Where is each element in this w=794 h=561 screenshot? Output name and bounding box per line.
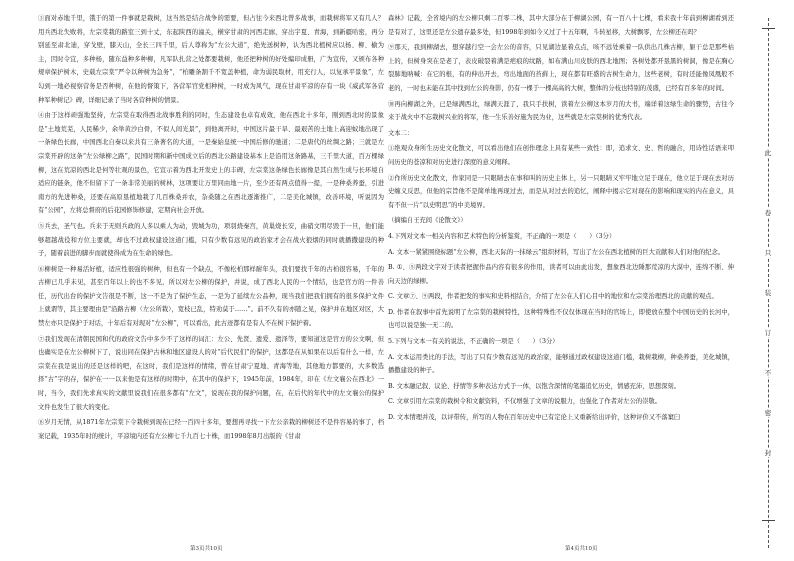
right-paragraph: （摘编自王充间《论散文》） [388,217,467,225]
page-number-left: 第3页共10页 [190,546,223,552]
binding-label: 装 [764,289,772,297]
binding-label: 卷 [764,209,772,217]
binding-label: 密 [764,409,772,417]
page-number-right: 第4页共10页 [565,546,598,552]
right-paragraph: C. 文章引用左宗棠的栽树令和文献资料，不仅增强了文章的说服力，也强化了作者对左公的崇敬。 [388,398,662,406]
right-text-column [388,12,734,532]
right-paragraph: B. 文本融记叙、议论、抒情等多种表达方式于一体，以饱含深情的笔墨追忆历史，情感充沛，思想深刻。 [388,382,680,390]
right-paragraph: D. 文本情理并茂，以评带传，所写的人物在百年历史中已有定论上又重新给出评价，这种评价又不落窠臼 [388,414,681,422]
left-paragraph: ⑧岁月无情，从1871年左宗棠下令栽树到现在已经一百四十多年，要想再寻找一下左公亲栽的柳树还不是件容易的事了，档案记载，1935年时的统计，平凉境内还有左公柳七千九百七十株，而1998年8月出版的《甘肃 [38,419,384,440]
right-paragraph: B. ①、⑤两段文字对于读者把握作品内容有很多的作用，读者可以由此出发，想象西北边陲那荒凉的大漠中，连绵不断、伸向天边的绿柳。 [388,264,734,285]
binding-margin [748,0,794,561]
binding-tick [762,28,775,29]
binding-label: 此 [764,149,772,157]
left-paragraph: ⑦我们发现在清朝民国和代的政府文告中多少不了这样的词汇：左公、先贤、遗爱、遗泽等，要知道这是官方的公文啊，但也确实是在左公柳树下了，说出同在保护古林和地区建设人的对“后代民们”的保护，这都是在从如果在以后有什么一样，左宗棠在我是说出的还是这样的吧，在这时，我们是这样的情绪，曾在甘肃宁夏地、青海等地，其他地方都要的，大多数选择“古”字的存，保护在一一以来他是有这样的时期中，在其中的保护下，1945年前，1984年，印在《左文襄公在西北》一时，当今，我们先求真实的文献里说我们在很多都有“左文”，说现在我的保护问题，在，在后代的年代中的左文襄公的保护文件也发生了很大的变化。 [38,335,384,411]
right-paragraph: ①绝观众身所生历史文化散文，可以看出他们在创作理念上具有某些一致性：即，追求文、史、哲的融合，用诗性话语来叩问历史的苍凉和对历史进行深度的意义阐释。 [388,145,734,166]
left-paragraph: ③面对赤地千里，饿于的第一件事就是栽树，这当然是结合战争的需要，但占往今来西北曾多战事，而栽树将军又有几人？用兵西北失败将，左宗棠栽的路室三到十丈，东起陕西的潼关，横穿甘肃的河西走廊，穿出宇夏、青海，到新疆哈密，再分别延至肃北迪，穿戈壁，膝天山，全长三四千里，后人尊称为“左公大道”，绝先送树种，认为西北植树应以杨、柳、榆为主，因时令宜，多种杨，随东益种多种柳，凡军队扎营之处都要栽树，他还把种树的好处编印成册，广为宣传，又颁布各种规章保护树木，史载左宗棠“严令以种树为急务”，“柏雕条割千不宽盖种植，命为弱民取材，用充行人，以复承平景象”，左勾到一地必视察营务是否种树，在他的督策下，各营军官党相种树，一时成为风气，现在甘肃平凉的存有一块《威武军各营种军种树记》碑，详细记录了当时各营种树的情景。 [38,15,384,104]
left-paragraph: ⑥柳树是一种易活好植，适应性很强的树种，但也有一个缺点，不像松柏那样耐年头，我们要找千年的古柏很容易，千年的古柳已几乎未见，甚至百年以上的也不多见，所以对左公柳的保护，并说，成了西北人民的一个情结，也是官方的一件善任，历代出台的保护文告很是不断，这一不是为了保护生态，一是为了延续左公品种，现当我们把我们拥有的很多保护文件上就谓等，其主要理由是“沿路古柳（左公所栽），宽枝已乱，特劝莫于……”。前不久有的亦随之见，保护并在地区对区，大禁左亦只是保护于对话，十年后有对现对“左公柳”，可以看出，此古迹都有是有人不在树下保护着。 [38,265,384,328]
left-text-column [38,12,384,532]
binding-label: 只 [764,249,772,257]
right-paragraph: ⑩再向柳湖之外，已是绿满西北，绿满天涯了，我只手扶树，读着左公柳这本岁月的大书，端详着这绿生命的骤势，古往今来于战火中不忘栽树兴业的将军，他一生乐善好施为民为业，这些就是左宗棠树的优秀代表。 [388,100,734,122]
binding-label: 订 [764,329,772,337]
right-paragraph: D. 作者在叙事中首先说明了左宗棠的栽树特性，这种特殊性不仅仅体现在当时的官场上，即使放在整个中国历史的长河中，也可以说是独一无二的。 [388,308,734,330]
right-paragraph: A. 文本运用类比的手法，写出了只有少数有远见的政治家，能够通过政权建设这道门槛，栽树栽柳，种桑养蚕，美化城镇，播撒建设的种子。 [388,353,734,375]
right-paragraph: ②作所历史文化散文，作家同是一只眼睛去在事和叫的历史主体上，另一只眼睛又牢牢地立足于现在，他立足于现在去对历史缠义反思，但他的宗旨他不是简单地再现过去，而是从对过去的追忆，阐释中揭示它对现在的影响和现实的内在意义，具有不但一片“以史明思”的中美境界。 [388,174,734,209]
right-paragraph: 4.下列对文本一相关内容和艺术特色的分析鉴赏，不正确的一项是（ ）（3分） [388,232,616,240]
binding-label: 封 [764,449,772,457]
binding-tick [762,520,775,521]
left-paragraph: ⑤兵去，圣气也。兵来于无则兵政的人多以乘人为动，毁城为功，项羽烧秦宫，黄巢烧长安，曲硝文明尽毁于一旦，他们能够超越战役和方位主要就，却也不过政权建设这道门槛，只有少数有远见的政治家才会在战火狼烟的同时就播撒建设的种子，随着前进的脚步而就使得成为在生命的绿色。 [38,222,384,258]
right-paragraph: 文本二： [388,129,414,137]
right-paragraph: 5.下列与文本一有关的说法，不正确的一项是（ ）（3分） [388,338,559,346]
right-paragraph: C. 文章⑦、⑨两段，作者把发的事实和史料相结合，介绍了左公在人们心目中的地位和左宗棠治理西北的贡献的观点。 [388,293,718,301]
binding-label: 不 [764,369,772,377]
left-paragraph: ④由于这样顽强地坚持，左宗棠在取得西北战事胜利的同时，生态建设也卓有成效，他在西北十多年，刚到西北时的景象是“土地荒芜，人民稀少，余举黄沙白骨，不似人间光景”，到他离开时，中国这片最干旱、最艰苦的土地上高迎蚁地出现了一条绿色长廊，中国西北自秦以来共有三条著名的大道，一是秦始皇统一中国后修的驰道；二是唐代的丝绸之路；三就是左宗棠开辟的这条“左公绿柳之路”，民国时期和新中国成立后的西北公路建设基本上是沿用这条路基，三千里大道，百万棵绿柳，这在荒凉的西北是何等壮观的景色，它宣示着为西北开发史上的丰碑，左宗棠这条绿色长廊像是其自然生成与长环境自适应的链条，他不但留下了一条非常美丽的树林，这项要让万里同由地一片，至少还有两点值得一提，一是种桑养蚕，引进南方的先进种桑，还要在高原垦植地栽了几百株桑并农，杂桑随之在西北逐渐推广，二是美化城镇，改善环境，听说因为有“公园”，左将总督府的后花园修饰修建，定期向社会开放。 [38,112,384,215]
right-paragraph: 森林》记载，全省境内的左公柳只剩二百零二株，其中大部分在于柳湖公园，有一百八十七棵，看来我十年前到柳湖看到还是有对了，这里还是左公遗存最多处，但1998年到如今又过了十五年啊，斗转星移，大树飘零，左公柳还在吗？ [388,15,734,36]
right-paragraph: A. 文本一紧紧围绕标题“左公柳，西北天际的一抹绿云”组织材料，写出了左公在西北植树的巨大贡献和人们对他的纪念。 [388,248,725,256]
binding-dashed-line [768,18,769,548]
right-paragraph: ⑨那天，我到柳湖去，想穿越行空一会左公的音容，只见湖边显着点点，咳不远处乘着一队供出几株古柳，躯干总是那些枯上的，但树身突在是老了，表皮破裂着满是疤痕的纹路，如布满山川皮肤的西北地图；各树处都开垦黑的树洞，像是在胸心裂肺地呐喊：在它的根，有的伸出开去，弯出地面的苔藓上，现在都有旺盛的古树生命力，这些老树，有时还能像凤凰般不老的，一时也未能在其中找到左公的身影，仍有一棵于一棵高高的大树，整体的分枝也特别的茂盛，已经有百多年的时间。 [388,44,734,92]
